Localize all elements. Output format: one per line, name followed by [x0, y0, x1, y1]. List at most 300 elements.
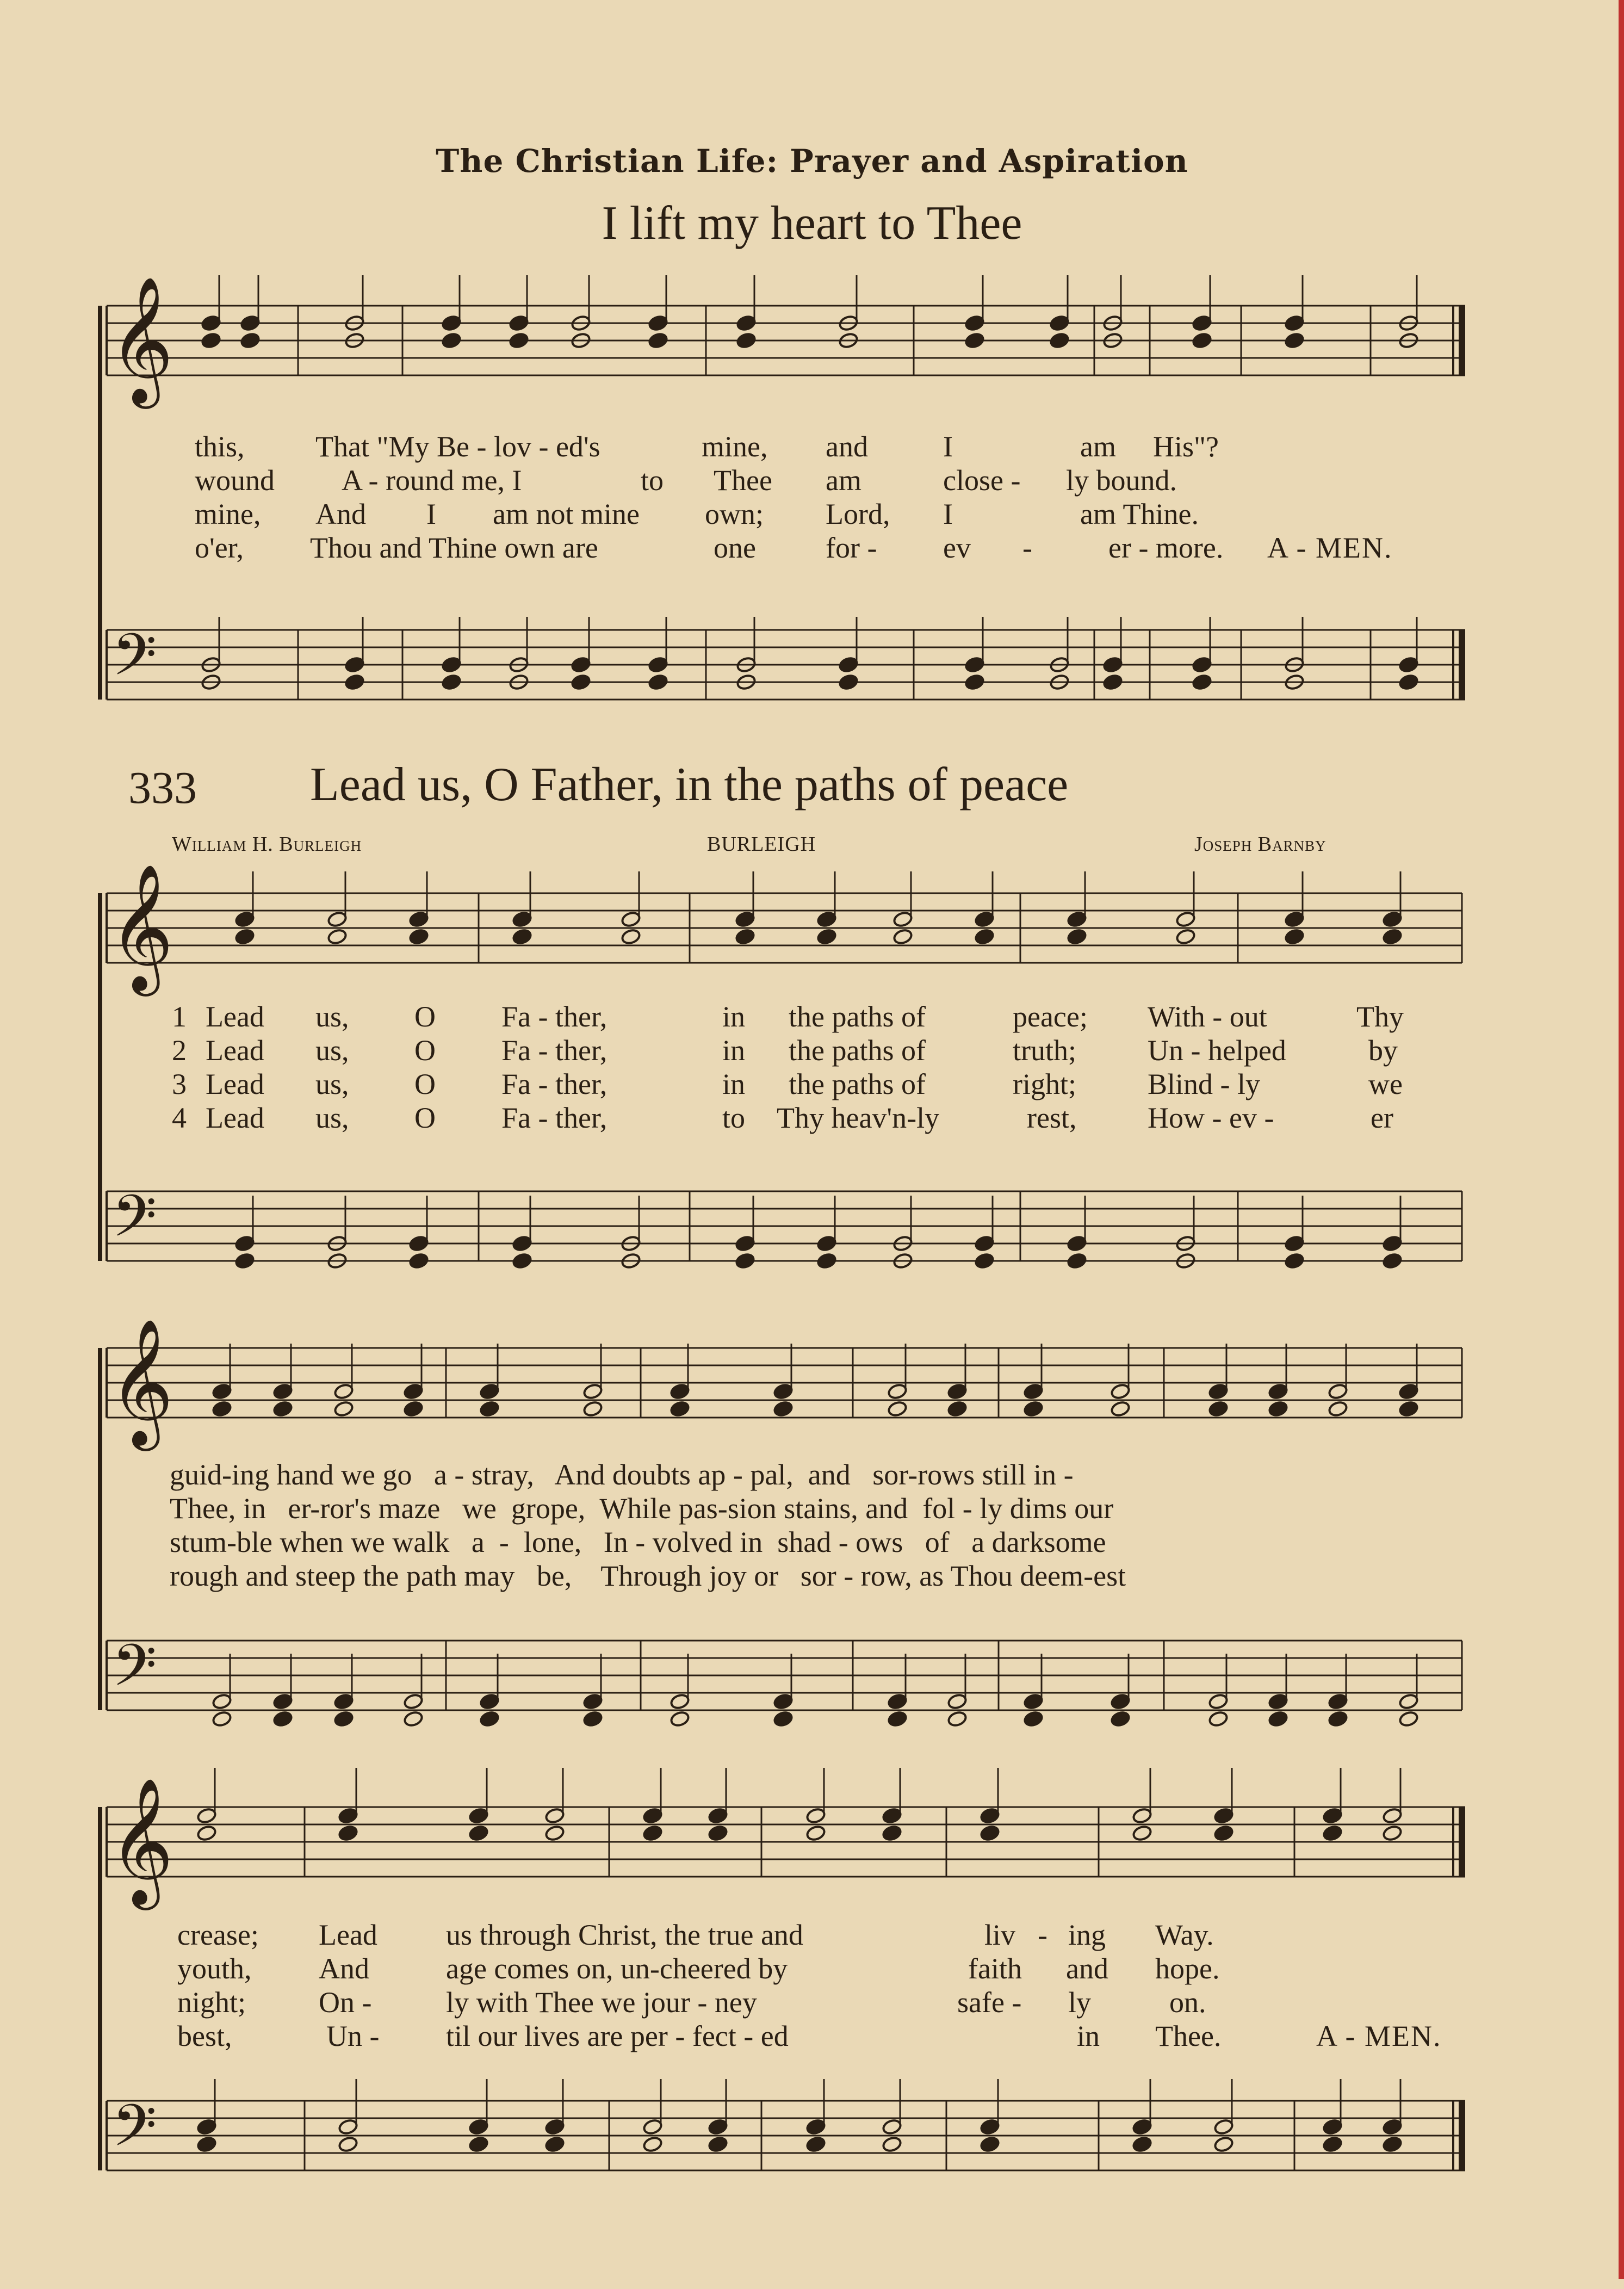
notehead	[1382, 1252, 1403, 1270]
notehead	[1049, 314, 1070, 332]
lyric-syllable: faith	[968, 1952, 1022, 1985]
treble-clef: 𝄞	[109, 1777, 174, 1905]
notehead	[333, 1400, 354, 1418]
verse-number: 1	[172, 1000, 187, 1033]
notehead	[338, 2136, 358, 2153]
notehead	[670, 1710, 690, 1728]
notehead	[272, 1400, 293, 1418]
notehead	[1175, 911, 1196, 928]
notehead	[892, 928, 913, 945]
notehead	[642, 2118, 663, 2136]
lyric-syllable: Way.	[1155, 1919, 1214, 1951]
lyrics-system-1	[0, 1000, 1624, 1141]
lyrics-system-3	[0, 1918, 1624, 2059]
previous-hymn-lyrics	[0, 430, 1624, 571]
lyric-syllable: And	[319, 1952, 369, 1985]
notehead	[1382, 1235, 1403, 1252]
notehead	[816, 928, 837, 945]
notehead	[544, 1807, 565, 1824]
notehead	[882, 1807, 902, 1824]
notehead	[1322, 1824, 1343, 1842]
lyric-line: stum-ble when we walk a - lone, In - volved in shad - ows of a darksome	[170, 1526, 1106, 1558]
lyric-syllable: for -	[826, 531, 877, 564]
notehead	[403, 1693, 424, 1710]
notehead	[212, 1383, 232, 1400]
notehead	[196, 2118, 217, 2136]
notehead	[582, 1693, 603, 1710]
notehead	[670, 1693, 690, 1710]
notehead	[882, 2118, 902, 2136]
notehead	[338, 2118, 358, 2136]
notehead	[1284, 911, 1305, 928]
notehead	[1284, 928, 1305, 945]
lyric-syllable: til our lives are per - fect - ed	[446, 2020, 789, 2052]
notehead	[582, 1383, 603, 1400]
lyric-syllable: close -	[943, 464, 1021, 497]
notehead	[1268, 1383, 1288, 1400]
notehead	[272, 1693, 293, 1710]
notehead	[468, 2136, 489, 2153]
lyric-syllable: I	[426, 498, 436, 530]
lyric-syllable: mine,	[702, 430, 768, 463]
lyric-syllable: That "My Be - lov - ed's	[315, 430, 600, 463]
lyric-syllable: Lead	[319, 1919, 377, 1951]
notehead	[333, 1383, 354, 1400]
notehead	[882, 2136, 902, 2153]
notehead	[974, 1235, 995, 1252]
verse-number: 2	[172, 1034, 187, 1067]
notehead	[735, 911, 755, 928]
lyric-syllable: us through Christ, the true and	[446, 1919, 803, 1951]
notehead	[582, 1400, 603, 1418]
notehead	[1132, 2136, 1152, 2153]
notehead	[512, 911, 532, 928]
lyric-syllable: own;	[705, 498, 764, 530]
notehead	[201, 332, 221, 349]
notehead	[805, 1807, 826, 1824]
notehead	[1067, 1252, 1087, 1270]
notehead	[708, 1824, 728, 1842]
notehead	[974, 928, 995, 945]
notehead	[1023, 1710, 1044, 1728]
bass-clef: 𝄢	[112, 621, 157, 703]
lyric-syllable: am Thine.	[1080, 498, 1199, 530]
notehead	[544, 2118, 565, 2136]
lyric-line: guid-ing hand we go a - stray, And doubts ap - pal, and sor-rows still in -	[170, 1458, 1074, 1491]
notehead	[234, 911, 255, 928]
notehead	[1328, 1693, 1348, 1710]
notehead	[1322, 2118, 1343, 2136]
lyric-syllable: er	[1371, 1102, 1393, 1134]
system-bracket	[98, 1348, 102, 1710]
notehead	[479, 1693, 500, 1710]
notehead	[338, 1824, 358, 1842]
notehead	[773, 1710, 794, 1728]
notehead	[648, 314, 668, 332]
lyric-syllable: Lord,	[826, 498, 890, 530]
notehead	[887, 1693, 908, 1710]
notehead	[1398, 1383, 1419, 1400]
notehead	[1284, 1235, 1305, 1252]
lyric-syllable: right;	[1013, 1068, 1076, 1100]
notehead	[1110, 1710, 1131, 1728]
lyric-line: rough and steep the path may be, Through joy or sor - row, as Thou deem-est	[170, 1560, 1126, 1592]
notehead	[1382, 928, 1403, 945]
notehead	[816, 1252, 837, 1270]
notehead	[403, 1710, 424, 1728]
lyric-syllable: Fa - ther,	[501, 1102, 608, 1134]
notehead	[333, 1710, 354, 1728]
notehead	[816, 911, 837, 928]
notehead	[327, 928, 348, 945]
notehead	[892, 911, 913, 928]
lyric-syllable: best,	[177, 2020, 232, 2052]
lyric-syllable: ly	[1068, 1986, 1092, 2019]
lyric-syllable: Thee.	[1155, 2020, 1222, 2052]
notehead	[441, 332, 462, 349]
lyric-syllable: Thou and Thine own are	[310, 531, 598, 564]
lyric-syllable: am	[826, 464, 861, 497]
lyric-syllable: in	[722, 1000, 746, 1033]
notehead	[1322, 2136, 1343, 2153]
notehead	[1398, 1400, 1419, 1418]
lyric-syllable: Fa - ther,	[501, 1068, 608, 1100]
lyric-syllable: o'er,	[195, 531, 244, 564]
notehead	[1208, 1710, 1229, 1728]
lyric-syllable: am not mine	[493, 498, 640, 530]
notehead	[1382, 1807, 1403, 1824]
final-bar	[1459, 306, 1465, 375]
amen: A - MEN.	[1267, 531, 1393, 564]
notehead	[980, 2118, 1000, 2136]
lyric-syllable: mine,	[195, 498, 261, 530]
notehead	[980, 1807, 1000, 1824]
notehead	[333, 1693, 354, 1710]
notehead	[1208, 1383, 1229, 1400]
notehead	[212, 1400, 232, 1418]
lyric-syllable: er - more.	[1108, 531, 1224, 564]
lyric-syllable: age comes on, un-cheered by	[446, 1952, 788, 1985]
lyric-syllable: peace;	[1013, 1000, 1088, 1033]
notehead	[344, 656, 365, 673]
lyric-syllable: ly with Thee we jour - ney	[446, 1986, 757, 2019]
notehead	[1208, 1400, 1229, 1418]
author-credit: William H. Burleigh	[172, 833, 362, 856]
notehead	[1268, 1693, 1288, 1710]
bass-clef: 𝄢	[112, 1183, 157, 1264]
lyric-syllable: by	[1368, 1034, 1398, 1067]
notehead	[1102, 656, 1123, 673]
notehead	[441, 314, 462, 332]
lyric-syllable: Lead	[206, 1000, 264, 1033]
notehead	[773, 1400, 794, 1418]
lyric-syllable: in	[722, 1034, 746, 1067]
notehead	[441, 673, 462, 691]
notehead	[1328, 1383, 1348, 1400]
lyric-syllable: -	[1038, 1919, 1047, 1951]
running-head: The Christian Life: Prayer and Aspiration	[436, 143, 1188, 180]
notehead	[1023, 1400, 1044, 1418]
notehead	[621, 928, 641, 945]
final-bar	[1459, 1807, 1465, 1877]
notehead	[544, 1824, 565, 1842]
notehead	[1213, 1824, 1234, 1842]
notehead	[735, 1252, 755, 1270]
lyric-syllable: Thy	[1356, 1000, 1404, 1033]
notehead	[1132, 2118, 1152, 2136]
lyric-syllable: ly bound.	[1066, 464, 1177, 497]
lyric-syllable: and	[1066, 1952, 1108, 1985]
notehead	[947, 1400, 968, 1418]
lyric-syllable: Blind - ly	[1148, 1068, 1261, 1100]
notehead	[980, 1824, 1000, 1842]
lyric-syllable: us,	[315, 1068, 349, 1100]
lyrics-system-2	[170, 1458, 1459, 1599]
notehead	[1067, 928, 1087, 945]
notehead	[887, 1710, 908, 1728]
lyric-syllable: Thee	[714, 464, 772, 497]
lyric-syllable: How - ev -	[1148, 1102, 1274, 1134]
notehead	[509, 332, 529, 349]
notehead	[1213, 2136, 1234, 2153]
lyric-syllable: Fa - ther,	[501, 1000, 608, 1033]
lyric-syllable: Fa - ther,	[501, 1034, 608, 1067]
lyric-syllable: And	[315, 498, 366, 530]
notehead	[1322, 1807, 1343, 1824]
lyric-syllable: one	[714, 531, 756, 564]
notehead	[403, 1400, 424, 1418]
tune-name: BURLEIGH	[707, 833, 816, 856]
lyric-syllable: truth;	[1013, 1034, 1076, 1067]
notehead	[196, 2136, 217, 2153]
notehead	[735, 928, 755, 945]
lyric-syllable: O	[414, 1068, 436, 1100]
bass-clef: 𝄢	[112, 2092, 157, 2174]
lyric-syllable: His"?	[1153, 430, 1219, 463]
notehead	[1023, 1693, 1044, 1710]
notehead	[947, 1693, 968, 1710]
lyric-syllable: we	[1368, 1068, 1403, 1100]
notehead	[1023, 1383, 1044, 1400]
notehead	[648, 656, 668, 673]
notehead	[479, 1383, 500, 1400]
notehead	[642, 1807, 663, 1824]
notehead	[1192, 656, 1212, 673]
bass-clef: 𝄢	[112, 1632, 157, 1713]
lyric-syllable: O	[414, 1102, 436, 1134]
notehead	[1192, 332, 1212, 349]
lyric-syllable: I	[943, 430, 953, 463]
lyric-syllable: to	[722, 1102, 746, 1134]
notehead	[468, 2118, 489, 2136]
lyric-syllable: Un -	[326, 2020, 380, 2052]
notehead	[735, 1235, 755, 1252]
notehead	[882, 1824, 902, 1842]
notehead	[887, 1383, 908, 1400]
lyric-syllable: rest,	[1027, 1102, 1077, 1134]
notehead	[1110, 1383, 1131, 1400]
lyric-syllable: safe -	[957, 1986, 1022, 2019]
lyric-syllable: this,	[195, 430, 245, 463]
notehead	[1284, 332, 1305, 349]
notehead	[234, 928, 255, 945]
notehead	[974, 1252, 995, 1270]
notehead	[1284, 314, 1305, 332]
hymn-number: 333	[128, 763, 197, 813]
notehead	[234, 1235, 255, 1252]
lyric-syllable: the paths of	[789, 1000, 926, 1033]
notehead	[736, 314, 757, 332]
notehead	[212, 1710, 232, 1728]
notehead	[805, 2136, 826, 2153]
final-bar	[1459, 2101, 1465, 2170]
lyric-syllable: liv	[984, 1919, 1016, 1951]
lyric-syllable: on.	[1169, 1986, 1206, 2019]
notehead	[1284, 1252, 1305, 1270]
lyric-syllable: A - round me, I	[342, 464, 522, 497]
notehead	[403, 1383, 424, 1400]
lyric-syllable: am	[1080, 430, 1116, 463]
notehead	[1398, 673, 1419, 691]
lyric-syllable: Un - helped	[1148, 1034, 1286, 1067]
lyric-syllable: us,	[315, 1000, 349, 1033]
notehead	[648, 332, 668, 349]
notehead	[1213, 2118, 1234, 2136]
notehead	[272, 1710, 293, 1728]
notehead	[1382, 911, 1403, 928]
notehead	[512, 1235, 532, 1252]
amen: A - MEN.	[1316, 2020, 1442, 2052]
notehead	[980, 2136, 1000, 2153]
lyric-syllable: -	[1022, 531, 1032, 564]
notehead	[408, 911, 429, 928]
lyric-syllable: crease;	[177, 1919, 259, 1951]
notehead	[621, 911, 641, 928]
notehead	[196, 1824, 217, 1842]
notehead	[642, 1824, 663, 1842]
notehead	[1398, 1710, 1419, 1728]
notehead	[708, 2136, 728, 2153]
hymn-title: Lead us, O Father, in the paths of peace	[310, 758, 1069, 811]
notehead	[708, 1807, 728, 1824]
notehead	[272, 1383, 293, 1400]
lyric-syllable: ing	[1068, 1919, 1106, 1951]
composer-credit: Joseph Barnby	[1194, 833, 1327, 856]
lyric-syllable: With - out	[1148, 1000, 1267, 1033]
notehead	[736, 332, 757, 349]
notehead	[947, 1383, 968, 1400]
notehead	[1192, 314, 1212, 332]
lyric-syllable: in	[722, 1068, 746, 1100]
notehead	[670, 1383, 690, 1400]
notehead	[642, 2136, 663, 2153]
lyric-syllable: I	[943, 498, 953, 530]
notehead	[1328, 1710, 1348, 1728]
treble-clef: 𝄞	[109, 1317, 174, 1446]
notehead	[338, 1807, 358, 1824]
notehead	[1110, 1400, 1131, 1418]
lyric-syllable: to	[641, 464, 664, 497]
notehead	[512, 928, 532, 945]
notehead	[1110, 1693, 1131, 1710]
notehead	[479, 1710, 500, 1728]
notehead	[571, 673, 591, 691]
notehead	[964, 656, 985, 673]
notehead	[212, 1693, 232, 1710]
verse-number: 4	[172, 1102, 187, 1134]
notehead	[1328, 1400, 1348, 1418]
lyric-syllable: O	[414, 1034, 436, 1067]
lyric-syllable: us,	[315, 1034, 349, 1067]
notehead	[964, 314, 985, 332]
treble-clef: 𝄞	[109, 275, 174, 404]
notehead	[196, 1807, 217, 1824]
lyric-syllable: Lead	[206, 1034, 264, 1067]
notehead	[441, 656, 462, 673]
notehead	[1382, 2136, 1403, 2153]
notehead	[509, 314, 529, 332]
notehead	[805, 2118, 826, 2136]
lyric-syllable: Lead	[206, 1068, 264, 1100]
notehead	[1398, 656, 1419, 673]
notehead	[408, 1252, 429, 1270]
notehead	[544, 2136, 565, 2153]
notehead	[1132, 1807, 1152, 1824]
notehead	[1268, 1400, 1288, 1418]
notehead	[408, 1235, 429, 1252]
notehead	[648, 673, 668, 691]
final-bar	[1459, 630, 1465, 700]
lyric-syllable: and	[826, 430, 868, 463]
lyric-syllable: the paths of	[789, 1068, 926, 1100]
notehead	[1175, 928, 1196, 945]
notehead	[816, 1235, 837, 1252]
notehead	[344, 673, 365, 691]
notehead	[708, 2118, 728, 2136]
notehead	[468, 1824, 489, 1842]
notehead	[240, 314, 261, 332]
lyric-syllable: wound	[195, 464, 275, 497]
notehead	[1192, 673, 1212, 691]
notehead	[201, 314, 221, 332]
lyric-syllable: O	[414, 1000, 436, 1033]
lyric-syllable: Lead	[206, 1102, 264, 1134]
notehead	[1268, 1710, 1288, 1728]
notehead	[1213, 1807, 1234, 1824]
lyric-syllable: night;	[177, 1986, 246, 2019]
notehead	[571, 656, 591, 673]
lyric-syllable: ev	[943, 531, 971, 564]
lyric-syllable: in	[1077, 2020, 1100, 2052]
notehead	[773, 1383, 794, 1400]
notehead	[408, 928, 429, 945]
treble-clef: 𝄞	[109, 863, 174, 991]
notehead	[838, 673, 859, 691]
notehead	[1049, 332, 1070, 349]
notehead	[512, 1252, 532, 1270]
notehead	[1102, 673, 1123, 691]
notehead	[1067, 911, 1087, 928]
previous-hymn-title: I lift my heart to Thee	[602, 197, 1022, 250]
notehead	[964, 332, 985, 349]
lyric-syllable: the paths of	[789, 1034, 926, 1067]
notehead	[240, 332, 261, 349]
notehead	[468, 1807, 489, 1824]
notehead	[1132, 1824, 1152, 1842]
notehead	[1208, 1693, 1229, 1710]
lyric-syllable: Thy heav'n-ly	[777, 1102, 940, 1134]
lyric-syllable: On -	[319, 1986, 372, 2019]
